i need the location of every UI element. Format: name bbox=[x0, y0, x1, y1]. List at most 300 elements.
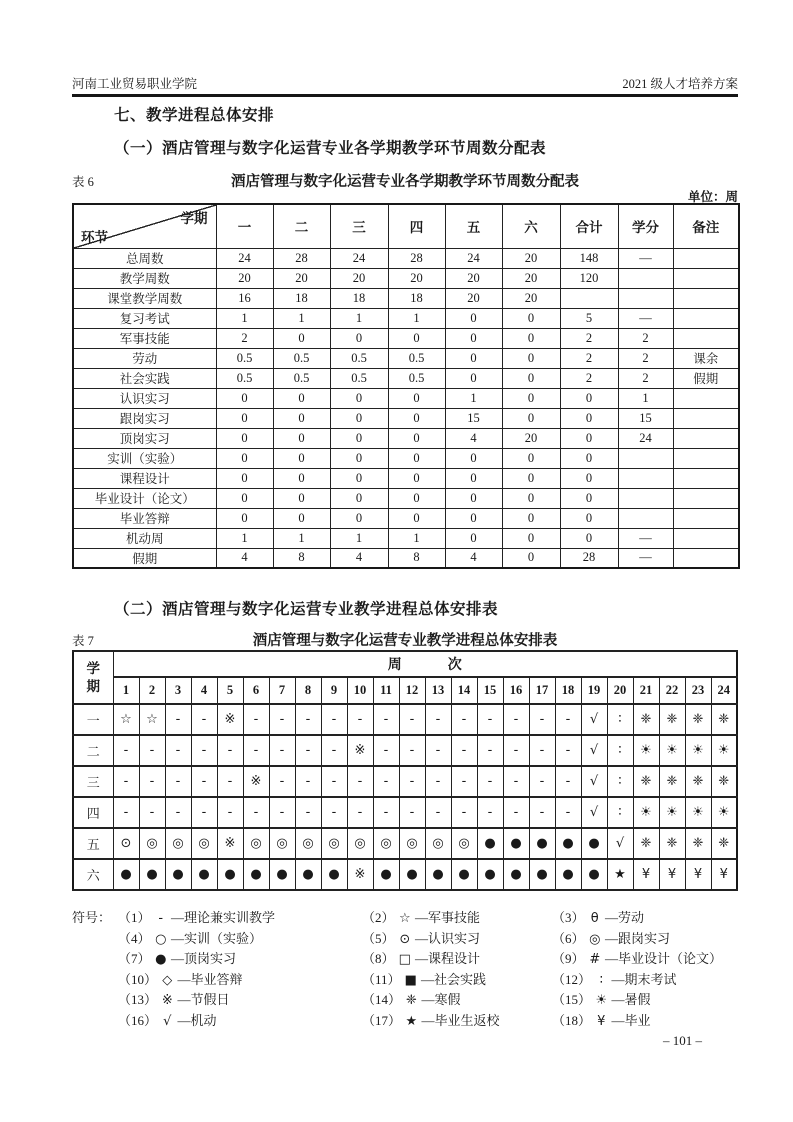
schedule-symbol-cell: - bbox=[113, 766, 139, 797]
table6-value-cell: 24 bbox=[618, 428, 673, 448]
table6-value-cell: 0 bbox=[445, 328, 502, 348]
table6-value-cell bbox=[618, 468, 673, 488]
legend-item-text: —社会实践 bbox=[417, 971, 487, 987]
legend-item bbox=[362, 1011, 500, 1033]
schedule-symbol-cell: ◎ bbox=[139, 828, 165, 859]
table6-value-cell: 0 bbox=[388, 408, 445, 428]
table6-caption-title: 酒店管理与数字化运营专业各学期教学环节周数分配表 bbox=[231, 174, 579, 190]
table6-value-cell: 0 bbox=[330, 448, 388, 468]
table6-value-cell bbox=[673, 408, 739, 428]
table6-value-cell: 24 bbox=[330, 248, 388, 268]
schedule-symbol-cell: ¥ bbox=[633, 859, 659, 890]
table6-value-cell: 1 bbox=[445, 388, 502, 408]
schedule-symbol-cell: - bbox=[191, 766, 217, 797]
table6-value-cell: 1 bbox=[216, 308, 273, 328]
table6-value-cell: 18 bbox=[330, 288, 388, 308]
table6-value-cell: 0 bbox=[330, 428, 388, 448]
schedule-symbol-cell: - bbox=[477, 797, 503, 828]
table6-row bbox=[73, 288, 739, 308]
schedule-symbol-cell: ● bbox=[555, 859, 581, 890]
table6-value-cell: 0 bbox=[330, 328, 388, 348]
table6-value-cell: 28 bbox=[560, 548, 618, 568]
schedule-symbol-cell: - bbox=[347, 766, 373, 797]
table6-value-cell: 0.5 bbox=[388, 368, 445, 388]
table7-semester-row bbox=[73, 766, 737, 797]
schedule-symbol-cell: ● bbox=[191, 859, 217, 890]
schedule-symbol-cell: ❈ bbox=[685, 766, 711, 797]
schedule-symbol-cell: ◎ bbox=[295, 828, 321, 859]
table6-row bbox=[73, 408, 739, 428]
schedule-symbol-cell: - bbox=[529, 735, 555, 766]
table6-value-cell: 4 bbox=[216, 548, 273, 568]
legend-item-number: （11） bbox=[362, 971, 404, 987]
schedule-symbol-cell: √ bbox=[581, 704, 607, 735]
schedule-symbol-cell: ● bbox=[295, 859, 321, 890]
schedule-symbol-cell: - bbox=[477, 704, 503, 735]
schedule-symbol-cell: - bbox=[529, 797, 555, 828]
schedule-symbol-cell: - bbox=[425, 766, 451, 797]
schedule-symbol-cell: ¥ bbox=[659, 859, 685, 890]
schedule-symbol-cell: ◎ bbox=[451, 828, 477, 859]
table6-value-cell: 0 bbox=[560, 388, 618, 408]
schedule-symbol-cell: - bbox=[425, 704, 451, 735]
schedule-symbol-cell: - bbox=[165, 797, 191, 828]
table6-value-cell: 2 bbox=[216, 328, 273, 348]
week-number-cell: 17 bbox=[529, 677, 555, 704]
table6-value-cell: 0 bbox=[388, 328, 445, 348]
table6-value-cell: 5 bbox=[560, 308, 618, 328]
table6-header-row bbox=[73, 204, 739, 248]
table6-value-cell: 假期 bbox=[673, 368, 739, 388]
table6-value-cell: 1 bbox=[273, 528, 330, 548]
schedule-symbol-cell: - bbox=[321, 735, 347, 766]
week-number-cell: 7 bbox=[269, 677, 295, 704]
schedule-symbol-cell: - bbox=[555, 797, 581, 828]
table6-value-cell bbox=[618, 288, 673, 308]
schedule-symbol-cell: - bbox=[139, 735, 165, 766]
schedule-symbol-cell: - bbox=[503, 797, 529, 828]
schedule-symbol-cell: - bbox=[243, 735, 269, 766]
schedule-symbol-cell: ● bbox=[477, 828, 503, 859]
table6-row-label: 课程设计 bbox=[73, 468, 216, 488]
legend-symbol-icon: ○ bbox=[155, 931, 167, 947]
schedule-symbol-cell: ● bbox=[529, 828, 555, 859]
legend-symbol-icon: ※ bbox=[161, 993, 173, 1008]
table6-value-cell: 0 bbox=[388, 448, 445, 468]
table6-row-label: 机动周 bbox=[73, 528, 216, 548]
table6-column-header: 合计 bbox=[560, 204, 618, 248]
table6-value-cell: 0 bbox=[445, 308, 502, 328]
schedule-symbol-cell: - bbox=[243, 704, 269, 735]
week-number-cell: 24 bbox=[711, 677, 737, 704]
table6-value-cell: 0 bbox=[502, 508, 560, 528]
legend-item-text: —毕业答辩 bbox=[174, 971, 243, 987]
table6-value-cell: — bbox=[618, 548, 673, 568]
table6-value-cell: 0 bbox=[273, 388, 330, 408]
table6-value-cell: 1 bbox=[388, 528, 445, 548]
week-header-char-ci: 次 bbox=[447, 656, 462, 672]
schedule-symbol-cell: ☀ bbox=[659, 797, 685, 828]
schedule-symbol-cell: - bbox=[425, 797, 451, 828]
schedule-symbol-cell: - bbox=[321, 704, 347, 735]
table6-row bbox=[73, 248, 739, 268]
legend-item bbox=[362, 929, 480, 951]
schedule-symbol-cell: √ bbox=[607, 828, 633, 859]
table6-value-cell: 0 bbox=[560, 488, 618, 508]
schedule-symbol-cell: - bbox=[191, 797, 217, 828]
table6-value-cell: 0 bbox=[502, 388, 560, 408]
table7-caption-label: 表 7 bbox=[72, 634, 94, 648]
legend-item bbox=[118, 970, 243, 992]
legend-item bbox=[362, 970, 486, 992]
schedule-symbol-cell: - bbox=[555, 766, 581, 797]
schedule-symbol-cell: - bbox=[295, 704, 321, 735]
legend-item-number: （10） bbox=[118, 971, 161, 987]
table6-value-cell: 0 bbox=[330, 508, 388, 528]
table6-row bbox=[73, 468, 739, 488]
week-sequence-header bbox=[113, 651, 737, 677]
table6-value-cell bbox=[673, 268, 739, 288]
schedule-symbol-cell: ● bbox=[399, 859, 425, 890]
table6-value-cell: — bbox=[618, 528, 673, 548]
table6-value-cell: 0 bbox=[502, 368, 560, 388]
legend-symbol-icon: ☆ bbox=[398, 911, 411, 926]
legend-item-text: —毕业生返校 bbox=[418, 1012, 500, 1028]
page-header bbox=[72, 74, 738, 92]
table6-value-cell: 0 bbox=[273, 448, 330, 468]
table6-row bbox=[73, 488, 739, 508]
schedule-symbol-cell: ● bbox=[581, 828, 607, 859]
header-rule bbox=[72, 94, 738, 97]
schedule-symbol-cell: ◎ bbox=[321, 828, 347, 859]
legend-item-number: （14） bbox=[362, 992, 405, 1007]
legend-line bbox=[72, 1011, 738, 1032]
table6-row-label: 顶岗实习 bbox=[73, 428, 216, 448]
legend-item-text: —期末考试 bbox=[608, 971, 677, 987]
table6-column-header: 学分 bbox=[618, 204, 673, 248]
table6-value-cell: 20 bbox=[502, 428, 560, 448]
table6-value-cell bbox=[673, 248, 739, 268]
table6-value-cell: 120 bbox=[560, 268, 618, 288]
table6-column-header: 三 bbox=[330, 204, 388, 248]
schedule-symbol-cell: ⊙ bbox=[113, 828, 139, 859]
legend-item bbox=[118, 990, 230, 1012]
table6-value-cell: 0 bbox=[388, 468, 445, 488]
schedule-symbol-cell: ❈ bbox=[711, 828, 737, 859]
table7-semester-row bbox=[73, 797, 737, 828]
table6-value-cell: 1 bbox=[388, 308, 445, 328]
schedule-symbol-cell: - bbox=[113, 797, 139, 828]
legend-item-text: —劳动 bbox=[601, 910, 645, 925]
table6-value-cell: 1 bbox=[273, 308, 330, 328]
schedule-symbol-cell: - bbox=[321, 797, 347, 828]
legend-item bbox=[362, 990, 461, 1012]
legend-item-text: —寒假 bbox=[418, 992, 461, 1007]
schedule-symbol-cell: - bbox=[191, 704, 217, 735]
table6-value-cell: 0 bbox=[216, 508, 273, 528]
table6-value-cell: 0 bbox=[273, 328, 330, 348]
schedule-symbol-cell: - bbox=[503, 735, 529, 766]
legend-item bbox=[552, 970, 677, 992]
schedule-symbol-cell: ∶ bbox=[607, 797, 633, 828]
schedule-symbol-cell: ❈ bbox=[659, 766, 685, 797]
legend-symbol-icon: □ bbox=[398, 952, 411, 967]
table6-value-cell: 15 bbox=[445, 408, 502, 428]
table6-value-cell: 0 bbox=[216, 408, 273, 428]
legend-symbol-icon: ★ bbox=[405, 1013, 418, 1029]
week-number-cell: 18 bbox=[555, 677, 581, 704]
schedule-symbol-cell: ● bbox=[555, 828, 581, 859]
schedule-symbol-cell: - bbox=[555, 735, 581, 766]
table6-column-header: 六 bbox=[502, 204, 560, 248]
week-header-char-zhou: 周 bbox=[387, 656, 402, 672]
table6-value-cell bbox=[673, 288, 739, 308]
table6-value-cell: 1 bbox=[330, 308, 388, 328]
schedule-symbol-cell: ● bbox=[529, 859, 555, 890]
schedule-symbol-cell: - bbox=[295, 735, 321, 766]
table6-value-cell: 0.5 bbox=[216, 368, 273, 388]
legend-item-number: （12） bbox=[552, 971, 595, 987]
table6-caption-label: 表 6 bbox=[72, 175, 94, 189]
diagonal-stage-label: 环节 bbox=[81, 229, 108, 245]
table6-value-cell: 0 bbox=[216, 388, 273, 408]
diagonal-semester-label: 学期 bbox=[180, 211, 208, 226]
table6-value-cell: 28 bbox=[388, 248, 445, 268]
legend-item bbox=[118, 949, 236, 971]
table6-value-cell: 0.5 bbox=[330, 348, 388, 368]
table6-value-cell bbox=[673, 528, 739, 548]
table6-value-cell: 20 bbox=[388, 268, 445, 288]
table6-value-cell: 0 bbox=[445, 468, 502, 488]
table6-value-cell: 0 bbox=[330, 468, 388, 488]
week-number-cell: 16 bbox=[503, 677, 529, 704]
schedule-symbol-cell: √ bbox=[581, 797, 607, 828]
table6-row-label: 实训（实验） bbox=[73, 448, 216, 468]
schedule-symbol-cell: - bbox=[191, 735, 217, 766]
schedule-symbol-cell: ❈ bbox=[633, 828, 659, 859]
legend-item-text: —暑假 bbox=[608, 992, 651, 1007]
schedule-symbol-cell: ※ bbox=[217, 704, 243, 735]
table6-value-cell: 0 bbox=[330, 388, 388, 408]
table6-value-cell: 20 bbox=[445, 288, 502, 308]
table6-value-cell: — bbox=[618, 308, 673, 328]
schedule-symbol-cell: ☆ bbox=[113, 704, 139, 735]
table6-value-cell: 0.5 bbox=[388, 348, 445, 368]
legend-item-number: （15） bbox=[552, 992, 595, 1007]
legend-symbol-icon: ⊙ bbox=[399, 931, 411, 947]
table6-value-cell: 0.5 bbox=[330, 368, 388, 388]
table6-column-header: 一 bbox=[216, 204, 273, 248]
symbol-legend bbox=[72, 908, 738, 1031]
subsection-1-title: （一）酒店管理与数字化运营专业各学期教学环节周数分配表 bbox=[114, 140, 547, 157]
table6-row-label: 总周数 bbox=[73, 248, 216, 268]
corner-semester-label: 学期 bbox=[86, 660, 100, 694]
schedule-symbol-cell: ❈ bbox=[711, 704, 737, 735]
table6-value-cell: 8 bbox=[388, 548, 445, 568]
table6-value-cell: 0 bbox=[445, 448, 502, 468]
schedule-symbol-cell: ☀ bbox=[685, 797, 711, 828]
table6-diagonal-cell bbox=[73, 204, 216, 248]
week-number-cell: 15 bbox=[477, 677, 503, 704]
schedule-symbol-cell: √ bbox=[581, 735, 607, 766]
legend-symbol-icon: ❈ bbox=[405, 993, 417, 1008]
table6-value-cell: 0 bbox=[388, 428, 445, 448]
legend-item-text: —毕业 bbox=[608, 1012, 651, 1028]
table6-value-cell bbox=[618, 268, 673, 288]
schedule-symbol-cell: - bbox=[399, 704, 425, 735]
table6-value-cell: 2 bbox=[560, 368, 618, 388]
legend-line bbox=[72, 949, 738, 970]
weeks-allocation-table bbox=[72, 203, 740, 569]
schedule-symbol-cell: ● bbox=[477, 859, 503, 890]
table6-value-cell bbox=[618, 508, 673, 528]
table6-value-cell: 2 bbox=[560, 348, 618, 368]
schedule-symbol-cell: - bbox=[529, 766, 555, 797]
schedule-symbol-cell: ◎ bbox=[373, 828, 399, 859]
table6-value-cell: 20 bbox=[445, 268, 502, 288]
table6-value-cell: 2 bbox=[560, 328, 618, 348]
table6-value-cell: 24 bbox=[216, 248, 273, 268]
table6-value-cell: 1 bbox=[618, 388, 673, 408]
table7-caption-title: 酒店管理与数字化运营专业教学进程总体安排表 bbox=[252, 633, 558, 649]
week-number-cell: 8 bbox=[295, 677, 321, 704]
table6-row bbox=[73, 268, 739, 288]
table6-value-cell: 2 bbox=[618, 348, 673, 368]
schedule-symbol-cell: ★ bbox=[607, 859, 633, 890]
table6-value-cell bbox=[673, 488, 739, 508]
schedule-symbol-cell: ¥ bbox=[685, 859, 711, 890]
legend-item-text: —机动 bbox=[174, 1012, 217, 1028]
schedule-symbol-cell: - bbox=[451, 766, 477, 797]
table6-value-cell: 0 bbox=[273, 468, 330, 488]
schedule-symbol-cell: - bbox=[269, 704, 295, 735]
week-number-cell: 9 bbox=[321, 677, 347, 704]
schedule-symbol-cell: ※ bbox=[347, 859, 373, 890]
legend-item-number: （9） bbox=[552, 951, 588, 966]
week-number-cell: 3 bbox=[165, 677, 191, 704]
table6-value-cell: 0 bbox=[330, 408, 388, 428]
legend-line bbox=[72, 908, 738, 929]
schedule-symbol-cell: ◎ bbox=[191, 828, 217, 859]
legend-item-number: （8） bbox=[362, 951, 398, 966]
schedule-symbol-cell: ☀ bbox=[711, 735, 737, 766]
schedule-symbol-cell: - bbox=[217, 797, 243, 828]
table6-value-cell: — bbox=[618, 248, 673, 268]
table6-row bbox=[73, 388, 739, 408]
schedule-symbol-cell: - bbox=[295, 766, 321, 797]
schedule-symbol-cell: - bbox=[165, 704, 191, 735]
week-number-cell: 2 bbox=[139, 677, 165, 704]
table6-value-cell: 0 bbox=[502, 308, 560, 328]
table6-value-cell: 16 bbox=[216, 288, 273, 308]
table6-row-label: 假期 bbox=[73, 548, 216, 568]
table6-row-label: 毕业答辩 bbox=[73, 508, 216, 528]
table6-value-cell: 0 bbox=[388, 388, 445, 408]
week-number-cell: 4 bbox=[191, 677, 217, 704]
schedule-symbol-cell: ❈ bbox=[685, 828, 711, 859]
schedule-symbol-cell: ¥ bbox=[711, 859, 737, 890]
schedule-symbol-cell: ● bbox=[243, 859, 269, 890]
legend-item-text: —跟岗实习 bbox=[601, 930, 671, 946]
table6-value-cell bbox=[618, 488, 673, 508]
table6-row bbox=[73, 328, 739, 348]
schedule-symbol-cell: - bbox=[165, 735, 191, 766]
schedule-symbol-cell: - bbox=[295, 797, 321, 828]
table6-value-cell: 课余 bbox=[673, 348, 739, 368]
table6-value-cell: 0 bbox=[560, 528, 618, 548]
legend-symbol-icon: - bbox=[158, 911, 164, 926]
table6-value-cell: 2 bbox=[618, 368, 673, 388]
legend-item-text: —理论兼实训教学 bbox=[167, 910, 276, 925]
legend-item-number: （5） bbox=[362, 930, 398, 946]
legend-item-text: —节假日 bbox=[174, 992, 230, 1007]
legend-symbol-icon: ¥ bbox=[597, 1013, 606, 1029]
table6-value-cell: 0 bbox=[216, 448, 273, 468]
table6-column-header: 二 bbox=[273, 204, 330, 248]
table6-value-cell: 0 bbox=[216, 428, 273, 448]
table6-value-cell: 0.5 bbox=[273, 348, 330, 368]
schedule-symbol-cell: ● bbox=[425, 859, 451, 890]
table6-row bbox=[73, 548, 739, 568]
schedule-symbol-cell: ● bbox=[113, 859, 139, 890]
legend-prefix: 符号： bbox=[72, 910, 112, 925]
legend-item-number: （2） bbox=[362, 910, 398, 925]
legend-item bbox=[552, 1011, 651, 1033]
table6-value-cell: 0 bbox=[502, 448, 560, 468]
legend-item-number: （1） bbox=[118, 910, 154, 925]
table6-row-label: 劳动 bbox=[73, 348, 216, 368]
legend-symbol-icon: θ bbox=[590, 911, 599, 926]
table6-value-cell: 1 bbox=[216, 528, 273, 548]
schedule-symbol-cell: - bbox=[451, 735, 477, 766]
unit-note: 单位：周 bbox=[687, 190, 738, 204]
legend-item bbox=[552, 990, 651, 1012]
week-number-cell: 23 bbox=[685, 677, 711, 704]
table6-value-cell: 15 bbox=[618, 408, 673, 428]
schedule-symbol-cell: ※ bbox=[217, 828, 243, 859]
legend-item bbox=[362, 949, 480, 971]
table6-value-cell bbox=[673, 548, 739, 568]
table6-row bbox=[73, 348, 739, 368]
week-number-cell: 11 bbox=[373, 677, 399, 704]
page-number: – 101 – bbox=[663, 1033, 702, 1048]
legend-symbol-icon: ∶ bbox=[599, 972, 603, 988]
table6-value-cell bbox=[673, 328, 739, 348]
schedule-symbol-cell: - bbox=[269, 797, 295, 828]
table6-value-cell: 0 bbox=[388, 488, 445, 508]
week-number-cell: 21 bbox=[633, 677, 659, 704]
schedule-symbol-cell: ❈ bbox=[633, 766, 659, 797]
table6-value-cell: 0 bbox=[560, 508, 618, 528]
schedule-symbol-cell: ● bbox=[373, 859, 399, 890]
legend-item bbox=[552, 929, 670, 951]
table6-value-cell: 4 bbox=[445, 548, 502, 568]
table6-column-header: 五 bbox=[445, 204, 502, 248]
schedule-symbol-cell: ● bbox=[139, 859, 165, 890]
table6-value-cell: 0 bbox=[560, 448, 618, 468]
table6-value-cell: 0 bbox=[273, 408, 330, 428]
schedule-symbol-cell: - bbox=[373, 766, 399, 797]
table6-value-cell bbox=[673, 448, 739, 468]
schedule-overview-table bbox=[72, 650, 738, 891]
legend-symbol-icon: # bbox=[589, 952, 601, 967]
table6-value-cell: 0 bbox=[502, 348, 560, 368]
table6-row-label: 课堂教学周数 bbox=[73, 288, 216, 308]
schedule-symbol-cell: ∶ bbox=[607, 735, 633, 766]
schedule-symbol-cell: ∶ bbox=[607, 766, 633, 797]
schedule-symbol-cell: - bbox=[139, 766, 165, 797]
table7-caption bbox=[72, 629, 738, 650]
